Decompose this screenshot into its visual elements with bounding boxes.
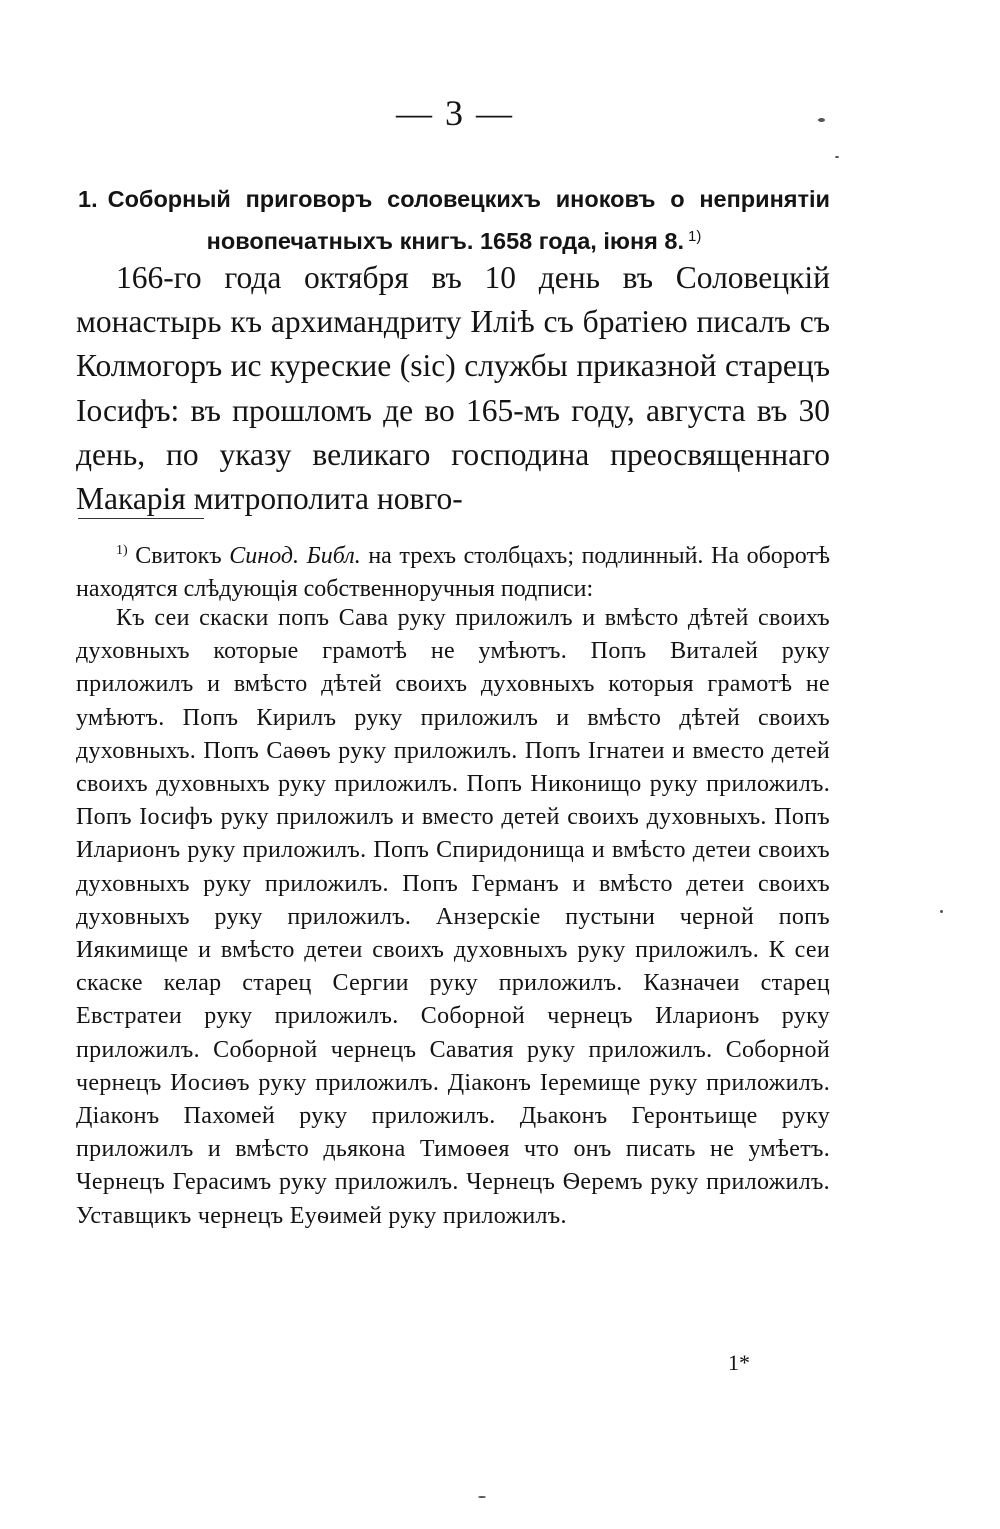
heading-number: 1. [78, 186, 98, 212]
footnote-separator [78, 518, 204, 519]
main-paragraph: 166-го года октября въ 10 день въ Соловецкій монастырь къ архимандриту Иліѣ съ братіею писалъ съ Колмогоръ ис куреские (sic) службы приказной старецъ Іосифъ: въ прошломъ де во 165-мъ году, августа въ 30 день, по указу великаго господина преосвященнаго Макарія митрополита новго- [76, 260, 830, 517]
document-heading [78, 180, 830, 260]
paper-speck [478, 1496, 486, 1498]
footnote-intro [76, 534, 830, 606]
printer-signature-mark: 1* [728, 1350, 750, 1375]
paper-speck [818, 118, 825, 122]
footnote-text-before: Свитокъ [135, 543, 222, 569]
page-number: — 3 — [396, 93, 514, 133]
footnote-source-italic: Синод. Библ. [229, 543, 361, 569]
heading-footnote-ref: 1) [687, 228, 702, 245]
footnote-signatures: Къ сеи скаски попъ Сава руку приложилъ и вмѣсто дѣтей своихъ духовныхъ которые грамотѣ не умѣютъ. Попъ Виталей руку приложилъ и вмѣсто дѣтей своихъ духовныхъ которыя грамотѣ не умѣютъ. Попъ Кирилъ руку приложилъ и вмѣсто дѣтей своихъ духовныхъ. Попъ Саѳѳъ руку приложилъ. Попъ Ігнатеи и вместо детей своихъ духовныхъ руку приложилъ. Попъ Никонищо руку приложилъ. Попъ Іосифъ руку приложилъ и вместо детей своихъ духовныхъ. Попъ Иларионъ руку приложилъ. Попъ Спиридонища и вмѣсто детеи своихъ духовныхъ руку приложилъ. Попъ Германъ и вмѣсто детеи своихъ духовныхъ руку приложилъ. Анзерскіе пустыни черной попъ Иякимище и вмѣсто детеи своихъ духовныхъ руку приложилъ. К сеи скаске келар старец Сергии руку приложилъ. Казначеи старец Евстратеи руку приложилъ. Соборной чернецъ Иларионъ руку приложилъ. Соборной чернецъ Саватия руку приложилъ. Соборной чернецъ Иосиѳъ руку приложилъ. Діаконъ Іеремище руку приложилъ. Діаконъ Пахомей руку приложилъ. Дьаконъ Геронтьище руку приложилъ и вмѣсто дьякона Тимоѳея что онъ писать не умѣетъ. Чернецъ Герасимъ руку приложилъ. Чернецъ Ѳеремъ руку приложилъ. Уставщикъ чернецъ Еуѳимей руку приложилъ. [76, 605, 830, 1229]
footnote-text-after: на трехъ столбцахъ; подлинный. На оборотѣ находятся слѣдующія собственноручныя подписи: [76, 543, 830, 603]
heading-text: Соборный приговоръ соловецкихъ иноковъ о непринятіи новопечатныхъ книгъ. 1658 года, іюня 8. [107, 186, 830, 254]
paper-speck [940, 910, 943, 913]
paper-speck [835, 156, 839, 158]
footnote-marker: 1) [116, 543, 128, 558]
